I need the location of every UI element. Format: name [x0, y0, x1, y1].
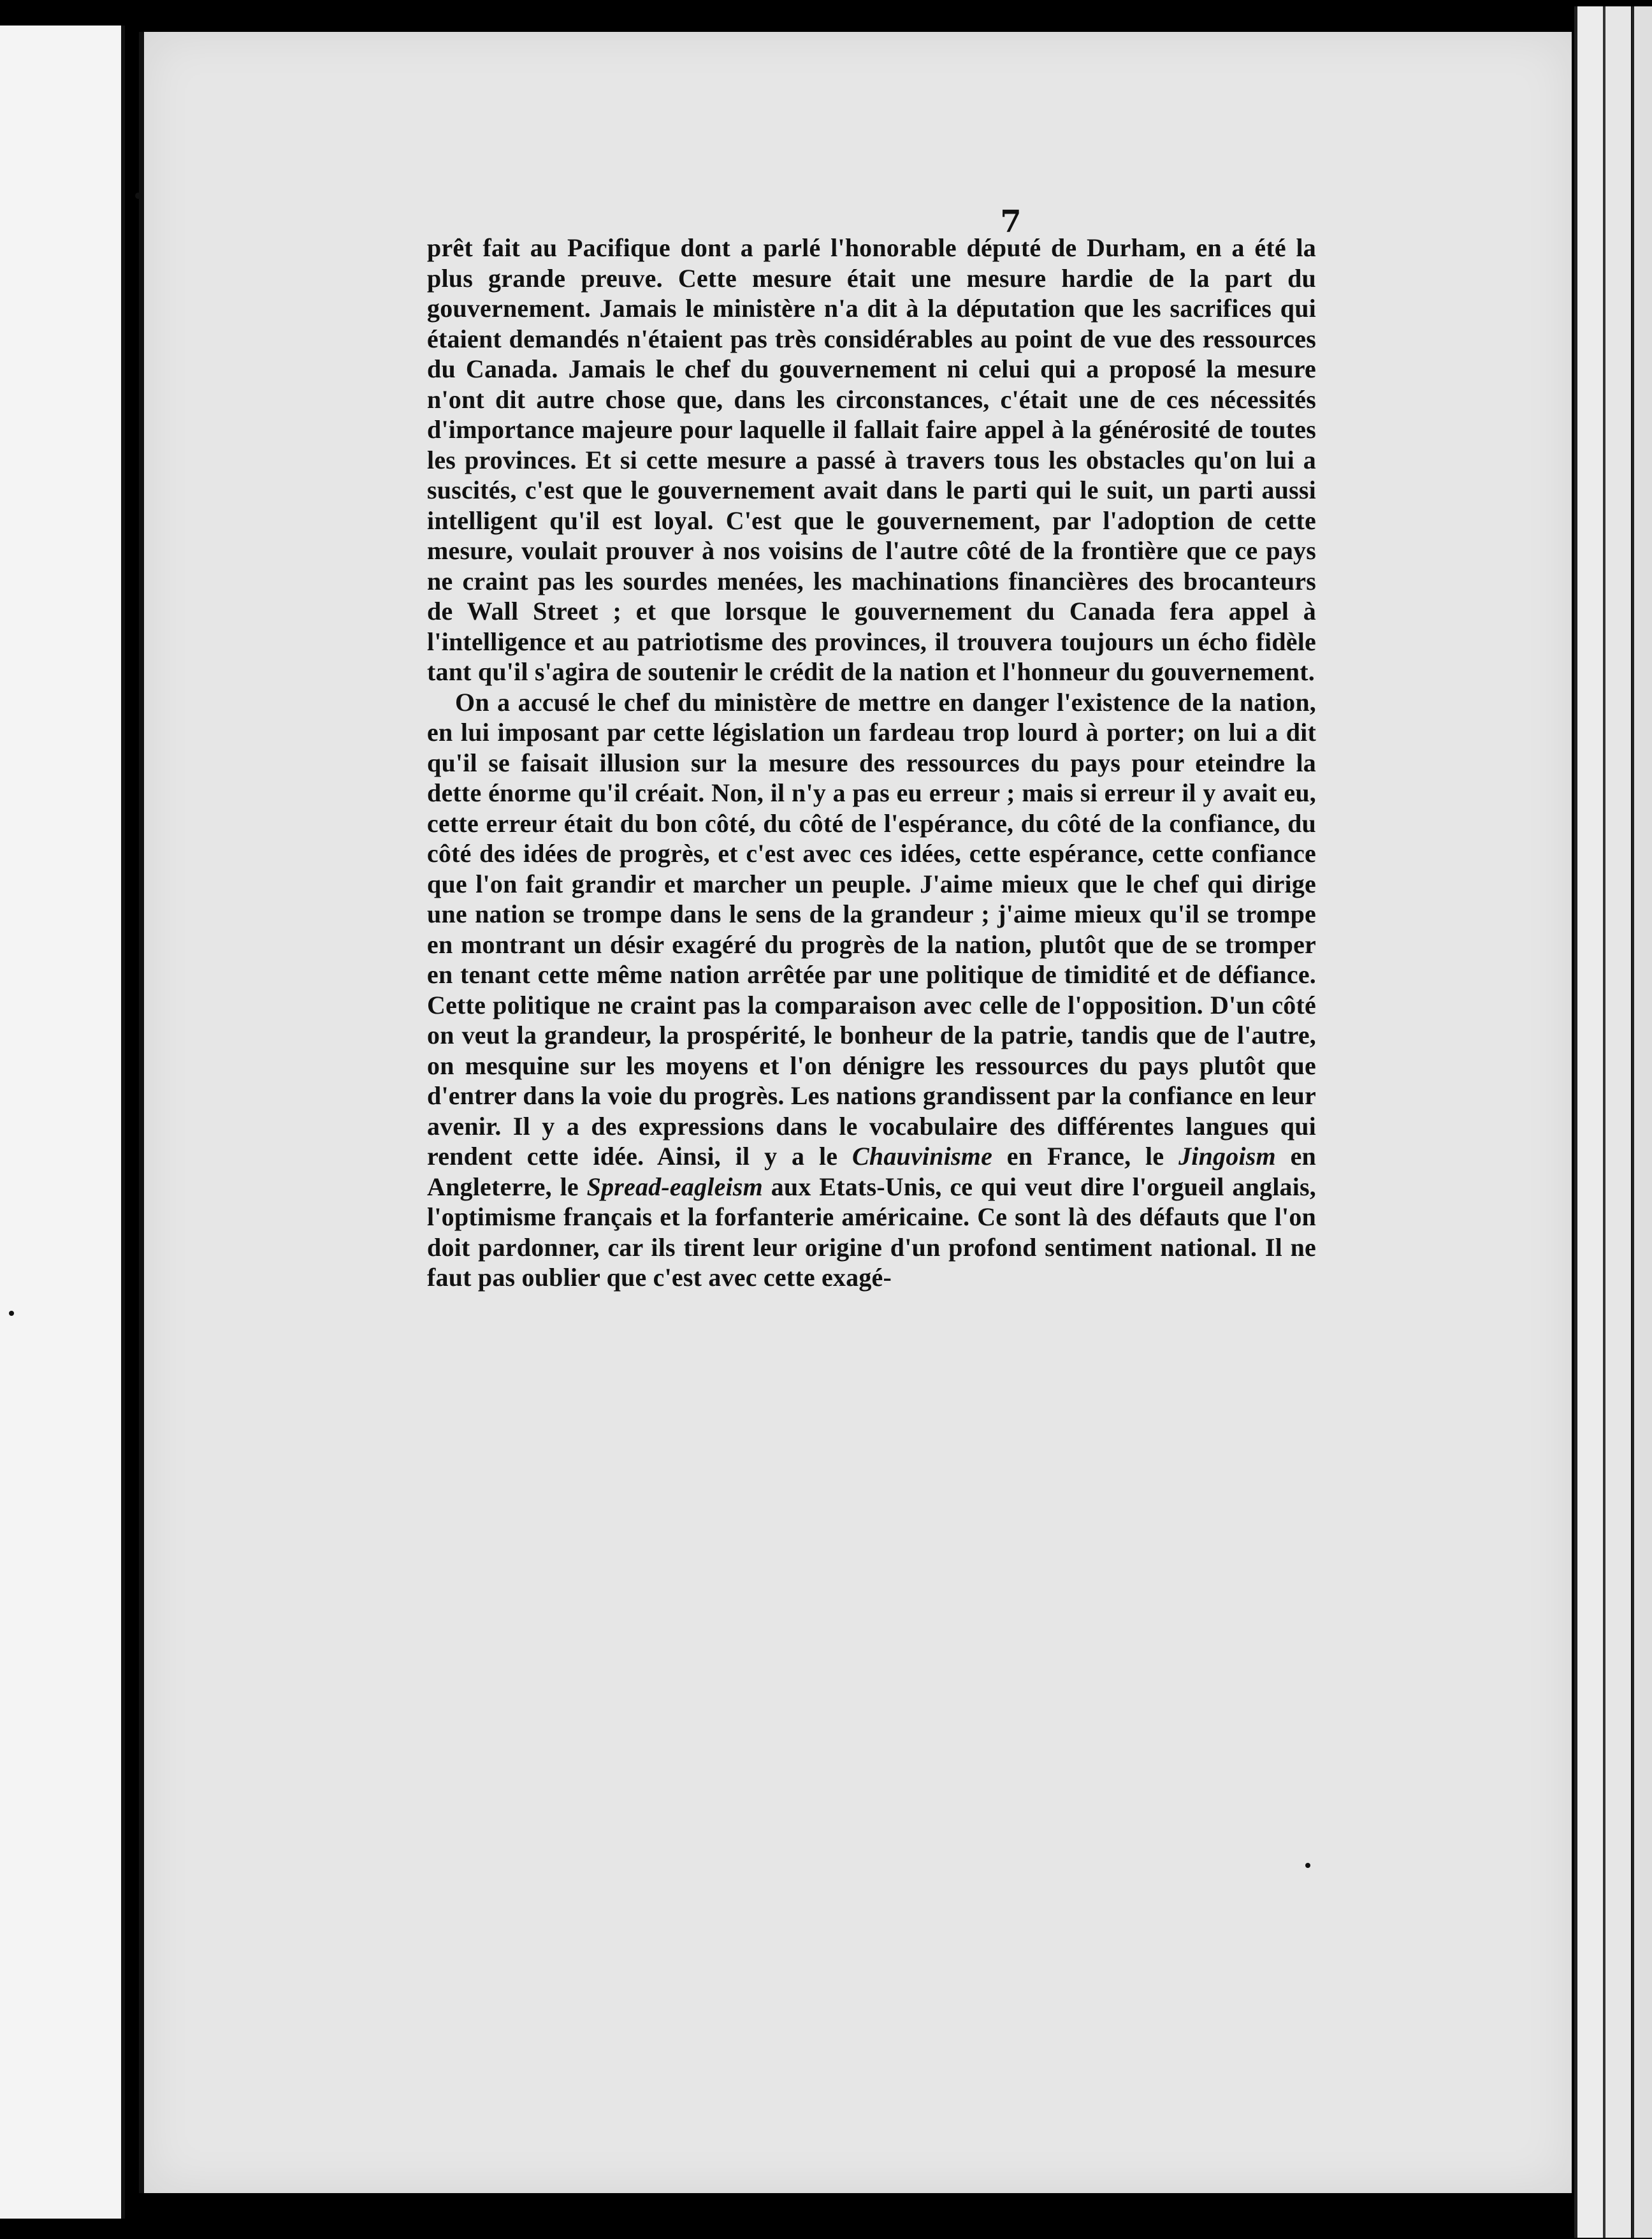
paragraph-text: en France, le	[992, 1142, 1179, 1171]
page-edge	[1574, 6, 1603, 2238]
paragraph-text: aux Etats-Unis, ce qui veut dire l'orgueil anglais, l'optimisme français et la forfanterie américaine. Ce sont là des défauts que l'on doit pardonner, car ils tirent leur origine d'un profond sentiment national. Il ne faut pas oublier que c'est avec cette exagé-	[427, 1172, 1316, 1292]
page-edge	[1632, 6, 1652, 2238]
paragraph	[427, 687, 1316, 1293]
page-number: 7	[1000, 204, 1022, 240]
body-text	[427, 233, 1316, 1293]
italic-term: Jingoism	[1178, 1142, 1276, 1171]
paragraph-text: en Angleterre, le	[427, 1142, 1316, 1201]
page-edge	[1603, 6, 1631, 2238]
paragraph-text: On a accusé le chef du ministère de mettre en danger l'existence de la nation, en lui imposant par cette législation un fardeau trop lourd à porter; on lui a dit qu'il se faisait illusion sur la mesure des ressources du pays pour eteindre la dette énorme qu'il créait. Non, il n'y a pas eu erreur ; mais si erreur il y avait eu, cette erreur était du bon côté, du côté de l'espérance, du côté de la confiance, du côté des idées de progrès, et c'est avec ces idées, cette espérance, cette confiance que l'on fait grandir et marcher un peuple. J'aime mieux que le chef qui dirige une nation se trompe dans le sens de la grandeur ; j'aime mieux qu'il se trompe en montrant un désir exagéré du progrès de la nation, plutôt que de se tromper en tenant cette même nation arrêtée par une politique de timidité et de défiance. Cette politique ne craint pas la comparaison avec celle de l'opposition. D'un côté on veut la grandeur, la prospérité, le bonheur de la patrie, tandis que de l'autre, on mesquine sur les moyens et l'on dénigre les ressources du pays plutôt que d'entrer dans la voie du progrès. Les nations grandissent par la confiance en leur avenir. Il y a des expressions dans le vocabulaire des différentes langues qui rendent cette idée. Ainsi, il y a le	[427, 687, 1316, 1171]
margin-mark	[9, 1311, 14, 1316]
margin-mark	[135, 193, 141, 199]
italic-term: Spread-eagleism	[586, 1172, 763, 1201]
margin-mark	[1305, 1863, 1310, 1868]
italic-term: Chauvinisme	[852, 1142, 993, 1171]
paragraph: prêt fait au Pacifique dont a parlé l'honorable député de Durham, en a été la plus grande preuve. Cette mesure était une mesure hardie de la part du gouvernement. Jamais le ministère n'a dit à la députation que les sacrifices qui étaient demandés n'étaient pas très considérables au point de vue des ressources du Canada. Jamais le chef du gouvernement ni celui qui a proposé la mesure n'ont dit autre chose que, dans les circonstances, c'était une de ces nécessités d'importance majeure pour laquelle il fallait faire appel à la générosité de toutes les provinces. Et si cette mesure a passé à travers tous les obstacles qu'on lui a suscités, c'est que le gouvernement avait dans le parti qui le suit, un parti aussi intelligent qu'il est loyal. C'est que le gouvernement, par l'adoption de cette mesure, voulait prouver à nos voisins de l'autre côté de la frontière que ce pays ne craint pas les sourdes menées, les machinations financières des brocanteurs de Wall Street ; et que lorsque le gouvernement du Canada fera appel à l'intelligence et au patriotisme des provinces, il trouvera toujours un écho fidèle tant qu'il s'agira de soutenir le crédit de la nation et l'honneur du gouvernement.	[427, 233, 1316, 686]
facing-page-edge	[0, 26, 125, 2219]
